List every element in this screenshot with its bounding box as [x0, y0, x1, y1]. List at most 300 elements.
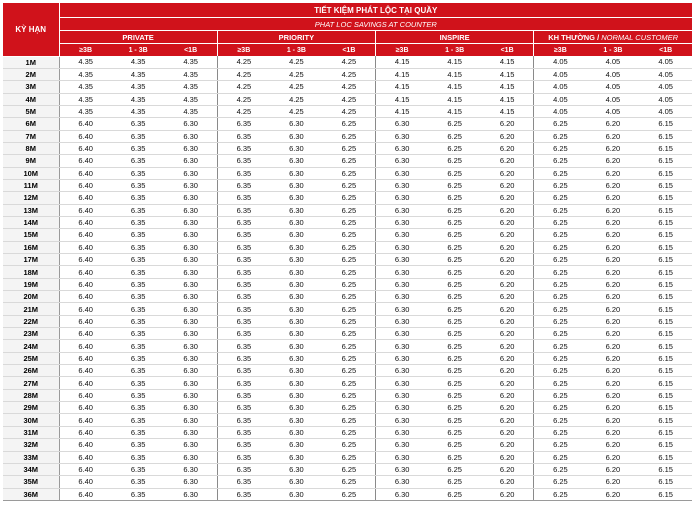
rate-cell: 6.20 — [587, 463, 640, 475]
rate-cell: 6.20 — [587, 229, 640, 241]
rate-cell: 6.25 — [428, 426, 481, 438]
rate-cell: 6.35 — [217, 488, 270, 500]
rate-cell: 6.35 — [112, 463, 165, 475]
rate-cell: 4.35 — [112, 105, 165, 117]
rate-cell: 6.30 — [165, 142, 218, 154]
rate-cell: 6.35 — [112, 426, 165, 438]
rate-cell: 4.25 — [270, 105, 323, 117]
term-cell: 25M — [3, 352, 59, 364]
rate-cell: 4.05 — [587, 68, 640, 80]
rate-cell: 6.35 — [112, 291, 165, 303]
table-row — [3, 142, 692, 154]
rate-cell: 6.35 — [112, 216, 165, 228]
rate-cell: 6.35 — [112, 254, 165, 266]
rate-cell: 6.35 — [112, 377, 165, 389]
rate-cell: 6.20 — [587, 216, 640, 228]
rate-cell: 6.30 — [376, 229, 429, 241]
rate-cell: 6.35 — [217, 426, 270, 438]
term-cell: 13M — [3, 204, 59, 216]
rate-cell: 6.30 — [270, 291, 323, 303]
rate-cell: 6.20 — [481, 365, 534, 377]
rate-cell: 4.15 — [376, 105, 429, 117]
rate-cell: 6.35 — [112, 266, 165, 278]
table-row — [3, 93, 692, 105]
rate-cell: 4.15 — [376, 81, 429, 93]
rate-cell: 6.35 — [217, 204, 270, 216]
rate-cell: 6.35 — [112, 179, 165, 191]
rate-cell: 6.25 — [428, 278, 481, 290]
rate-cell: 6.25 — [534, 340, 587, 352]
term-cell: 24M — [3, 340, 59, 352]
rate-cell: 6.15 — [639, 389, 692, 401]
rate-cell: 6.20 — [481, 328, 534, 340]
rate-cell: 6.25 — [323, 118, 376, 130]
rate-cell: 6.25 — [323, 229, 376, 241]
rate-cell: 6.30 — [165, 291, 218, 303]
rate-cell: 6.30 — [270, 488, 323, 500]
rate-cell: 6.20 — [481, 451, 534, 463]
rate-cell: 6.20 — [481, 278, 534, 290]
rate-cell: 6.35 — [217, 142, 270, 154]
rate-cell: 6.15 — [639, 155, 692, 167]
rate-cell: 4.35 — [59, 105, 112, 117]
rate-cell: 6.40 — [59, 291, 112, 303]
rate-cell: 6.20 — [481, 377, 534, 389]
rate-cell: 6.15 — [639, 352, 692, 364]
tier-header: <1B — [165, 44, 218, 57]
rate-cell: 6.25 — [534, 352, 587, 364]
rate-cell: 6.25 — [323, 402, 376, 414]
rate-cell: 6.20 — [587, 365, 640, 377]
table-row — [3, 426, 692, 438]
rate-cell: 6.30 — [376, 488, 429, 500]
table-row — [3, 389, 692, 401]
term-cell: 21M — [3, 303, 59, 315]
rate-cell: 6.30 — [270, 414, 323, 426]
tier-header: ≥3B — [534, 44, 587, 57]
term-cell: 28M — [3, 389, 59, 401]
rate-cell: 6.40 — [59, 340, 112, 352]
table-header — [3, 3, 692, 56]
rate-cell: 6.30 — [376, 167, 429, 179]
term-cell: 19M — [3, 278, 59, 290]
table-row — [3, 414, 692, 426]
tier-header: 1 - 3B — [270, 44, 323, 57]
rate-cell: 6.20 — [481, 130, 534, 142]
rate-cell: 4.05 — [534, 105, 587, 117]
rate-cell: 6.25 — [534, 266, 587, 278]
rate-cell: 6.35 — [112, 414, 165, 426]
group-label-italic: NORMAL CUSTOMER — [601, 32, 679, 42]
rate-cell: 6.20 — [587, 303, 640, 315]
term-cell: 31M — [3, 426, 59, 438]
table-row — [3, 377, 692, 389]
rate-cell: 6.40 — [59, 402, 112, 414]
rate-cell: 6.30 — [376, 328, 429, 340]
term-cell: 27M — [3, 377, 59, 389]
rate-cell: 6.20 — [587, 179, 640, 191]
rate-cell: 6.25 — [534, 426, 587, 438]
term-cell: 12M — [3, 192, 59, 204]
rate-cell: 6.35 — [217, 377, 270, 389]
rate-cell: 4.15 — [428, 105, 481, 117]
rate-cell: 6.40 — [59, 389, 112, 401]
rate-cell: 6.30 — [165, 155, 218, 167]
table-row — [3, 68, 692, 80]
rate-cell: 6.20 — [481, 254, 534, 266]
rate-cell: 6.30 — [165, 192, 218, 204]
table-row — [3, 463, 692, 475]
rate-cell: 6.25 — [323, 241, 376, 253]
rate-cell: 6.30 — [165, 254, 218, 266]
term-cell: 11M — [3, 179, 59, 191]
rate-cell: 4.05 — [639, 56, 692, 68]
rate-cell: 6.15 — [639, 118, 692, 130]
rate-cell: 6.35 — [112, 192, 165, 204]
rate-cell: 6.30 — [376, 352, 429, 364]
rate-cell: 6.20 — [587, 426, 640, 438]
rate-cell: 6.25 — [323, 315, 376, 327]
rate-cell: 6.15 — [639, 241, 692, 253]
rate-cell: 4.25 — [270, 81, 323, 93]
group-header-private — [59, 31, 217, 44]
rate-cell: 6.15 — [639, 377, 692, 389]
rate-cell: 6.25 — [534, 315, 587, 327]
rate-cell: 6.35 — [217, 463, 270, 475]
rate-cell: 6.40 — [59, 155, 112, 167]
rate-cell: 4.25 — [217, 56, 270, 68]
group-header-inspire — [376, 31, 534, 44]
table-row — [3, 488, 692, 500]
rate-cell: 6.30 — [376, 179, 429, 191]
rate-cell: 6.30 — [270, 278, 323, 290]
rate-cell: 6.30 — [376, 241, 429, 253]
rate-cell: 6.25 — [534, 216, 587, 228]
rate-cell: 6.30 — [270, 204, 323, 216]
rate-cell: 4.35 — [59, 68, 112, 80]
table-row — [3, 278, 692, 290]
rate-cell: 6.30 — [270, 476, 323, 488]
rate-cell: 6.30 — [165, 315, 218, 327]
rate-cell: 4.05 — [639, 93, 692, 105]
term-cell: 30M — [3, 414, 59, 426]
rate-cell: 6.25 — [534, 488, 587, 500]
rate-cell: 4.05 — [639, 81, 692, 93]
rate-cell: 6.40 — [59, 204, 112, 216]
rate-cell: 6.20 — [481, 352, 534, 364]
rate-cell: 6.40 — [59, 414, 112, 426]
rate-cell: 6.20 — [587, 389, 640, 401]
rate-cell: 6.25 — [428, 439, 481, 451]
rate-cell: 6.30 — [376, 216, 429, 228]
rate-cell: 6.30 — [270, 192, 323, 204]
term-cell: 15M — [3, 229, 59, 241]
rate-cell: 6.35 — [217, 278, 270, 290]
rate-cell: 4.25 — [217, 68, 270, 80]
rate-cell: 6.40 — [59, 303, 112, 315]
table-row — [3, 352, 692, 364]
table-row — [3, 179, 692, 191]
rate-cell: 4.05 — [587, 81, 640, 93]
tier-header: 1 - 3B — [112, 44, 165, 57]
rate-cell: 6.20 — [481, 155, 534, 167]
rate-cell: 4.35 — [112, 81, 165, 93]
group-label: PRIORITY — [278, 32, 315, 42]
rate-cell: 6.40 — [59, 241, 112, 253]
rate-cell: 6.40 — [59, 365, 112, 377]
rate-cell: 6.30 — [270, 328, 323, 340]
term-cell: 26M — [3, 365, 59, 377]
rate-cell: 6.25 — [323, 142, 376, 154]
rate-cell: 6.20 — [481, 488, 534, 500]
rate-cell: 4.25 — [217, 105, 270, 117]
rate-cell: 6.15 — [639, 476, 692, 488]
rate-cell: 6.30 — [165, 303, 218, 315]
rate-cell: 6.15 — [639, 229, 692, 241]
rate-cell: 6.25 — [428, 365, 481, 377]
rate-cell: 4.15 — [481, 105, 534, 117]
rate-cell: 6.40 — [59, 352, 112, 364]
rate-cell: 6.25 — [323, 352, 376, 364]
rate-cell: 6.35 — [217, 266, 270, 278]
rate-cell: 6.30 — [270, 155, 323, 167]
rate-cell: 4.05 — [639, 105, 692, 117]
rate-cell: 6.25 — [428, 229, 481, 241]
term-cell: 2M — [3, 68, 59, 80]
rate-cell: 6.35 — [112, 155, 165, 167]
rate-cell: 6.15 — [639, 451, 692, 463]
rate-cell: 6.25 — [428, 266, 481, 278]
table-row — [3, 476, 692, 488]
term-cell: 4M — [3, 93, 59, 105]
table-row — [3, 105, 692, 117]
rate-cell: 6.25 — [323, 130, 376, 142]
term-cell: 33M — [3, 451, 59, 463]
rate-cell: 6.15 — [639, 315, 692, 327]
rate-cell: 6.15 — [639, 426, 692, 438]
rate-cell: 6.35 — [112, 439, 165, 451]
tier-header: 1 - 3B — [587, 44, 640, 57]
rate-cell: 6.25 — [534, 389, 587, 401]
rate-cell: 6.35 — [112, 315, 165, 327]
rate-cell: 6.40 — [59, 192, 112, 204]
rate-cell: 6.25 — [428, 192, 481, 204]
rate-cell: 6.30 — [165, 328, 218, 340]
rate-cell: 6.15 — [639, 463, 692, 475]
rate-cell: 6.25 — [534, 167, 587, 179]
rate-cell: 6.25 — [323, 254, 376, 266]
rate-cell: 6.25 — [534, 463, 587, 475]
rate-cell: 4.05 — [534, 56, 587, 68]
rate-cell: 6.15 — [639, 291, 692, 303]
rate-table-container — [3, 3, 692, 501]
rate-cell: 6.25 — [428, 328, 481, 340]
table-row — [3, 291, 692, 303]
rate-cell: 6.40 — [59, 315, 112, 327]
rate-cell: 6.30 — [165, 377, 218, 389]
rate-cell: 6.25 — [428, 241, 481, 253]
table-body — [3, 56, 692, 500]
rate-cell: 6.35 — [217, 365, 270, 377]
rate-cell: 4.25 — [323, 93, 376, 105]
rate-cell: 6.25 — [323, 377, 376, 389]
rate-cell: 6.30 — [376, 118, 429, 130]
rate-cell: 6.25 — [534, 476, 587, 488]
rate-cell: 6.20 — [481, 414, 534, 426]
rate-cell: 6.35 — [217, 476, 270, 488]
rate-cell: 6.30 — [165, 365, 218, 377]
rate-cell: 6.25 — [428, 476, 481, 488]
rate-cell: 6.30 — [270, 118, 323, 130]
rate-cell: 6.25 — [534, 192, 587, 204]
rate-cell: 6.25 — [534, 254, 587, 266]
term-cell: 18M — [3, 266, 59, 278]
rate-cell: 6.30 — [270, 426, 323, 438]
rate-cell: 6.30 — [270, 389, 323, 401]
rate-cell: 6.30 — [270, 340, 323, 352]
term-cell: 9M — [3, 155, 59, 167]
rate-cell: 6.20 — [481, 476, 534, 488]
term-cell: 7M — [3, 130, 59, 142]
rate-cell: 6.30 — [270, 216, 323, 228]
table-row — [3, 328, 692, 340]
rate-cell: 6.30 — [376, 315, 429, 327]
term-cell: 20M — [3, 291, 59, 303]
rate-cell: 6.35 — [217, 192, 270, 204]
rate-cell: 6.35 — [217, 216, 270, 228]
term-cell: 22M — [3, 315, 59, 327]
rate-cell: 6.20 — [481, 179, 534, 191]
rate-cell: 6.30 — [376, 266, 429, 278]
rate-cell: 6.20 — [481, 426, 534, 438]
rate-cell: 6.35 — [217, 328, 270, 340]
rate-cell: 6.20 — [587, 155, 640, 167]
rate-cell: 6.25 — [323, 365, 376, 377]
rate-cell: 6.25 — [428, 352, 481, 364]
rate-cell: 6.40 — [59, 216, 112, 228]
rate-cell: 6.35 — [217, 241, 270, 253]
rate-cell: 6.30 — [165, 278, 218, 290]
rate-cell: 4.35 — [165, 81, 218, 93]
rate-cell: 6.20 — [587, 204, 640, 216]
rate-cell: 6.20 — [587, 266, 640, 278]
rate-cell: 4.15 — [428, 56, 481, 68]
rate-cell: 6.35 — [112, 352, 165, 364]
rate-cell: 6.30 — [165, 216, 218, 228]
rate-cell: 6.30 — [376, 414, 429, 426]
term-cell: 3M — [3, 81, 59, 93]
rate-cell: 6.15 — [639, 414, 692, 426]
rate-cell: 6.15 — [639, 130, 692, 142]
rate-cell: 6.25 — [323, 439, 376, 451]
rate-cell: 6.20 — [587, 451, 640, 463]
rate-cell: 6.30 — [165, 167, 218, 179]
rate-cell: 4.35 — [165, 56, 218, 68]
rate-cell: 6.15 — [639, 167, 692, 179]
rate-cell: 6.25 — [323, 463, 376, 475]
term-cell: 8M — [3, 142, 59, 154]
rate-cell: 6.30 — [376, 451, 429, 463]
rate-cell: 6.35 — [112, 451, 165, 463]
rate-cell: 6.40 — [59, 488, 112, 500]
rate-cell: 6.15 — [639, 328, 692, 340]
rate-cell: 6.20 — [587, 192, 640, 204]
rate-cell: 6.20 — [587, 118, 640, 130]
table-row — [3, 155, 692, 167]
rate-cell: 6.40 — [59, 328, 112, 340]
rate-cell: 6.20 — [587, 167, 640, 179]
table-row — [3, 315, 692, 327]
rate-cell: 6.25 — [323, 179, 376, 191]
rate-cell: 6.30 — [270, 303, 323, 315]
rate-cell: 6.20 — [587, 241, 640, 253]
rate-cell: 6.20 — [481, 389, 534, 401]
rate-cell: 6.25 — [323, 155, 376, 167]
rate-cell: 6.25 — [428, 315, 481, 327]
rate-cell: 6.25 — [323, 216, 376, 228]
rate-cell: 6.35 — [217, 414, 270, 426]
rate-cell: 6.25 — [323, 167, 376, 179]
table-row — [3, 192, 692, 204]
rate-cell: 6.20 — [481, 340, 534, 352]
rate-cell: 6.25 — [428, 216, 481, 228]
rate-cell: 6.25 — [534, 229, 587, 241]
rate-cell: 6.30 — [165, 389, 218, 401]
rate-cell: 4.35 — [59, 81, 112, 93]
rate-cell: 6.20 — [587, 377, 640, 389]
rate-cell: 4.25 — [323, 81, 376, 93]
rate-cell: 6.25 — [428, 179, 481, 191]
rate-cell: 4.15 — [428, 93, 481, 105]
rate-cell: 6.25 — [323, 291, 376, 303]
rate-cell: 6.30 — [376, 476, 429, 488]
rate-cell: 4.15 — [376, 93, 429, 105]
rate-cell: 6.20 — [481, 303, 534, 315]
tier-header: ≥3B — [376, 44, 429, 57]
rate-cell: 6.35 — [112, 340, 165, 352]
rate-cell: 6.30 — [270, 241, 323, 253]
term-cell: 10M — [3, 167, 59, 179]
rate-cell: 6.25 — [428, 377, 481, 389]
rate-cell: 6.25 — [428, 463, 481, 475]
table-row — [3, 229, 692, 241]
term-cell: 6M — [3, 118, 59, 130]
table-row — [3, 439, 692, 451]
rate-cell: 6.35 — [217, 402, 270, 414]
rate-cell: 4.15 — [376, 56, 429, 68]
rate-cell: 6.35 — [217, 179, 270, 191]
rate-cell: 6.25 — [323, 303, 376, 315]
rate-cell: 6.25 — [428, 254, 481, 266]
table-row — [3, 204, 692, 216]
rate-cell: 6.30 — [376, 192, 429, 204]
rate-cell: 6.35 — [217, 439, 270, 451]
rate-cell: 6.25 — [534, 241, 587, 253]
rate-cell: 6.25 — [534, 451, 587, 463]
rate-cell: 6.25 — [534, 142, 587, 154]
rate-cell: 6.40 — [59, 179, 112, 191]
rate-cell: 6.20 — [587, 488, 640, 500]
rate-cell: 6.25 — [534, 118, 587, 130]
rate-cell: 6.30 — [376, 439, 429, 451]
term-cell: 36M — [3, 488, 59, 500]
rate-cell: 6.40 — [59, 426, 112, 438]
rate-cell: 6.20 — [481, 118, 534, 130]
rate-cell: 6.20 — [587, 414, 640, 426]
rate-cell: 6.40 — [59, 266, 112, 278]
table-row — [3, 266, 692, 278]
rate-cell: 6.25 — [534, 328, 587, 340]
